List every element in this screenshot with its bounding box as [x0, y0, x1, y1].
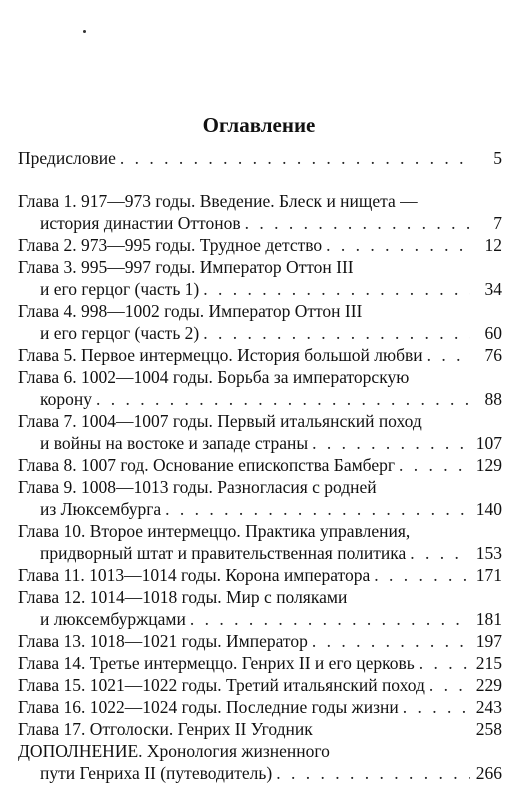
toc-entry-chapter-11[interactable]: [18, 564, 502, 586]
toc-page-number: 7: [493, 213, 502, 233]
toc-entry-text: Глава 7. 1004—1007 годы. Первый итальянский поход: [18, 411, 422, 431]
toc-entry-chapter-2[interactable]: [18, 234, 502, 256]
leader-dots: [399, 454, 470, 476]
toc-preface: [18, 147, 502, 169]
toc-entry-text: пути Генриха II (путеводитель): [40, 763, 273, 783]
toc-appendix: [18, 740, 502, 784]
toc-entry-chapter-16[interactable]: [18, 696, 502, 718]
leader-dots: [326, 234, 470, 256]
toc-entry-text: Глава 1. 917—973 годы. Введение. Блеск и нищета —: [18, 191, 418, 211]
toc-entry-text: придворный штат и правительственная политика: [40, 543, 407, 563]
toc-entry-text: Глава 4. 998—1002 годы. Император Оттон III: [18, 301, 363, 321]
toc-page-number: 76: [484, 345, 502, 365]
toc-page-number: 140: [475, 499, 502, 519]
leader-dots: [312, 432, 470, 454]
toc-entry-chapter-17[interactable]: [18, 718, 502, 740]
leader-dots: [96, 388, 470, 410]
toc-entry-chapter-4[interactable]: [18, 300, 502, 322]
toc-entry-text: и его герцог (часть 1): [40, 279, 200, 299]
leader-dots: [203, 278, 470, 300]
leader-dots: [427, 344, 470, 366]
toc-entry-text: корону: [40, 389, 92, 409]
toc-page-number: 107: [475, 433, 502, 453]
toc-entry-text: ДОПОЛНЕНИЕ. Хронология жизненного: [18, 741, 330, 761]
toc-page-number: 171: [475, 565, 502, 585]
toc-entry-chapter-8[interactable]: [18, 454, 502, 476]
leader-dots: [165, 498, 470, 520]
toc-entry-chapter-3[interactable]: [18, 256, 502, 278]
toc-entry-chapter-1[interactable]: [18, 190, 502, 212]
toc-title: Оглавление: [202, 113, 316, 137]
leader-dots: [410, 542, 470, 564]
leader-dots: [190, 608, 470, 630]
toc-entry-text: Глава 8. 1007 год. Основание епископства Бамберг: [18, 455, 396, 475]
toc-entry-chapter-1-cont[interactable]: [18, 212, 502, 234]
toc-entry-chapter-3-cont[interactable]: [18, 278, 502, 300]
toc-page-number: 215: [475, 653, 502, 673]
toc-chapters: [18, 190, 502, 740]
leader-dots: [312, 630, 470, 652]
toc-entry-text: Глава 12. 1014—1018 годы. Мир с поляками: [18, 587, 348, 607]
toc-entry-chapter-9[interactable]: [18, 476, 502, 498]
toc-page-number: 60: [484, 323, 502, 343]
toc-entry-appendix[interactable]: [18, 740, 502, 762]
leader-dots: [120, 147, 470, 169]
toc-entry-text: и войны на востоке и западе страны: [40, 433, 309, 453]
leader-dots: [245, 212, 470, 234]
toc-entry-text: Глава 10. Второе интермеццо. Практика управления,: [18, 521, 411, 541]
toc-entry-text: Глава 2. 973—995 годы. Трудное детство: [18, 235, 323, 255]
leader-dots: [429, 674, 470, 696]
toc-entry-text: Глава 9. 1008—1013 годы. Разногласия с родней: [18, 477, 377, 497]
toc-entry-text: Глава 11. 1013—1014 годы. Корона императора: [18, 565, 371, 585]
toc-entry-chapter-10[interactable]: [18, 520, 502, 542]
toc-entry-appendix-cont[interactable]: [18, 762, 502, 784]
toc-entry-text: Предисловие: [18, 148, 116, 168]
toc-page-number: 258: [475, 719, 502, 739]
toc-page-number: 88: [484, 389, 502, 409]
toc-page-number: 34: [484, 279, 502, 299]
leader-dots: [374, 564, 470, 586]
toc-entry-text: Глава 14. Третье интермеццо. Генрих II и его церковь: [18, 653, 415, 673]
toc-entry-text: Глава 16. 1022—1024 годы. Последние годы жизни: [18, 697, 399, 717]
toc-page-number: 197: [475, 631, 502, 651]
toc-entry-text: Глава 3. 995—997 годы. Император Оттон III: [18, 257, 354, 277]
toc-page-number: 5: [493, 148, 502, 168]
toc-entry-text: Глава 17. Отголоски. Генрих II Угодник: [18, 719, 313, 739]
toc-entry-text: Глава 5. Первое интермеццо. История большой любви: [18, 345, 423, 365]
toc-entry-text: и его герцог (часть 2): [40, 323, 200, 343]
toc-page-number: 12: [484, 235, 502, 255]
toc-entry-chapter-15[interactable]: [18, 674, 502, 696]
toc-entry-chapter-13[interactable]: [18, 630, 502, 652]
toc-entry-chapter-12[interactable]: [18, 586, 502, 608]
toc-page-number: 243: [475, 697, 502, 717]
toc-entry-text: Глава 15. 1021—1022 годы. Третий итальянский поход: [18, 675, 425, 695]
toc-page-number: 266: [475, 763, 502, 783]
print-speck: [83, 30, 86, 33]
leader-dots: [203, 322, 470, 344]
toc-entry-preface[interactable]: [18, 147, 502, 169]
leader-dots: [276, 762, 470, 784]
toc-page-number: 153: [475, 543, 502, 563]
toc-entry-text: и люксембуржцами: [40, 609, 186, 629]
toc-entry-chapter-12-cont[interactable]: [18, 608, 502, 630]
toc-entry-chapter-6[interactable]: [18, 366, 502, 388]
toc-entry-chapter-4-cont[interactable]: [18, 322, 502, 344]
toc-entry-chapter-7-cont[interactable]: [18, 432, 502, 454]
toc-entry-text: из Люксембурга: [40, 499, 162, 519]
toc-page-number: 229: [475, 675, 502, 695]
toc-entry-chapter-6-cont[interactable]: [18, 388, 502, 410]
toc-page-number: 181: [475, 609, 502, 629]
toc-entry-chapter-10-cont[interactable]: [18, 542, 502, 564]
toc-entry-chapter-9-cont[interactable]: [18, 498, 502, 520]
toc-entry-chapter-7[interactable]: [18, 410, 502, 432]
toc-page-number: 129: [475, 455, 502, 475]
leader-dots: [403, 696, 470, 718]
toc-entry-text: Глава 13. 1018—1021 годы. Император: [18, 631, 308, 651]
toc-entry-chapter-5[interactable]: [18, 344, 502, 366]
leader-dots: [419, 652, 470, 674]
toc-entry-text: история династии Оттонов: [40, 213, 241, 233]
toc-entry-chapter-14[interactable]: [18, 652, 502, 674]
toc-entry-text: Глава 6. 1002—1004 годы. Борьба за императорскую: [18, 367, 410, 387]
